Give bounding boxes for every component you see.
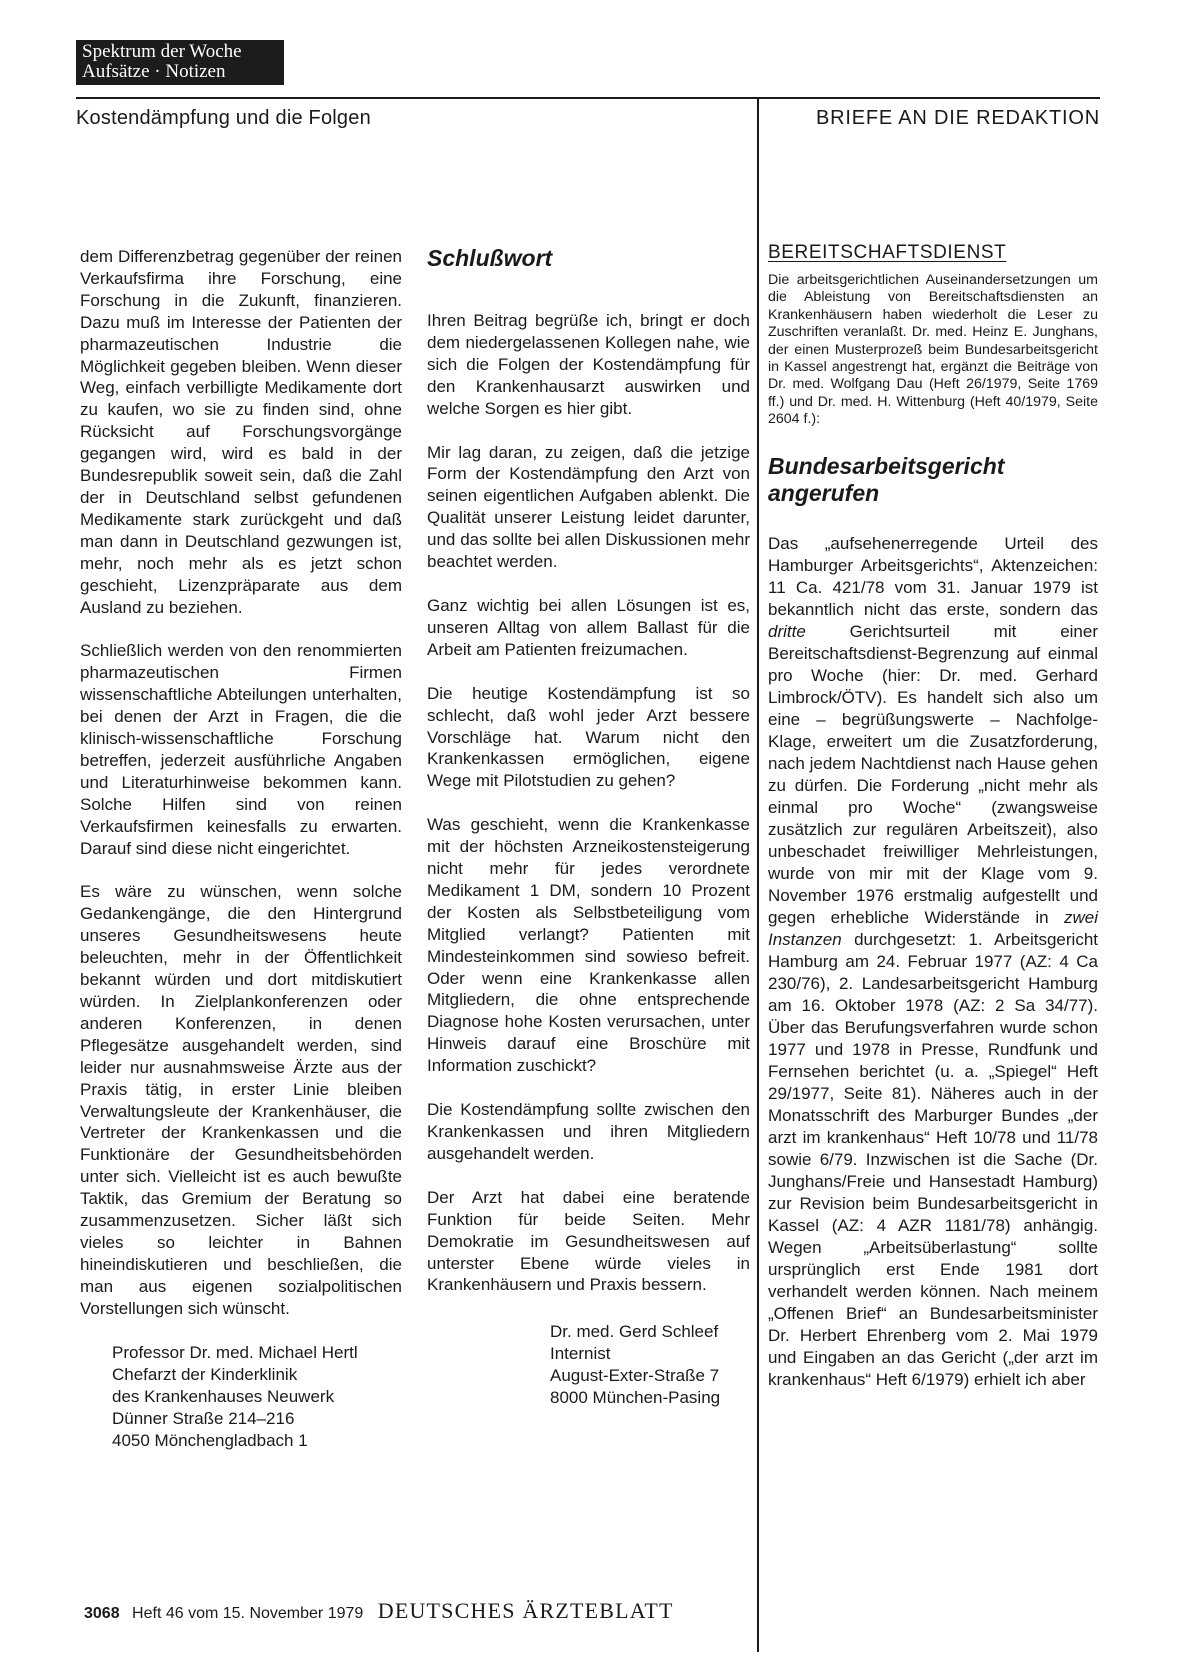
- signature-line: Dünner Straße 214–216: [112, 1408, 295, 1428]
- signature-line: Chefarzt der Kinderklinik: [112, 1364, 298, 1384]
- signature-line: 4050 Mönchengladbach 1: [112, 1430, 308, 1450]
- article-body: [768, 533, 1098, 1391]
- body-text: durchgesetzt: 1. Arbeitsgericht Hamburg am 24. Februar 1977 (AZ: 4 Ca 230/76), 2. Landesarbeitsgericht Hamburg am 16. Oktober 1978 (AZ: 2 Sa 34/77). Über das Berufungsverfahren wurde schon 1977 und 1978 in Presse, Rundfunk und Fernsehen berichtet (u. a. „Spiegel“ Heft 29/1977, Seite 81). Näheres auch in der Monatsschrift des Marburger Bundes „der arzt im krankenhaus“ Heft 10/78 und 11/78 sowie 6/79. Inzwischen ist die Sache (Dr. Junghans/Freie und Hansestadt Hamburg) zur Revision beim Bundesarbeitsgericht in Kassel (AZ: 4 AZR 1181/78) anhängig. Wegen „Arbeitsüberlastung“ sollte ursprünglich erst Ende 1981 dort verhandelt werden können. Nach meinem „Offenen Brief“ an Bundesarbeitsminister Dr. Herbert Ehrenberg vom 2. Mai 1979 und Eingaben an das Gericht („der arzt im krankenhaus“ Heft 6/1979) erhielt ich aber: [768, 929, 1098, 1389]
- col1-paragraph: Schließlich werden von den renommierten pharmazeutischen Firmen wissenschaftliche Abteilungen unterhalten, bei denen der Arzt in Fragen, die die klinisch-wissenschaftliche Forschung betreffen, jederzeit ausführliche Angaben und Literaturhinweise bekommen kann. Solche Hilfen sind von reinen Verkaufsfirmen keinesfalls zu erwarten. Darauf sind diese nicht eingerichtet.: [80, 641, 402, 858]
- body-text: Das „aufsehenerregende Urteil des Hamburger Arbeitsgerichts“, Aktenzeichen: 11 Ca. 421/78 vom 31. Januar 1979 ist bekanntlich nicht das erste, sondern das: [768, 533, 1098, 619]
- section-badge: [76, 40, 284, 85]
- editorial-intro: Die arbeitsgerichtlichen Auseinandersetzungen um die Ableistung von Bereitschaftsdiensten an Krankenhäusern haben wiederholt die Leser zu Zuschriften veranlaßt. Dr. med. Heinz E. Junghans, der einen Musterprozeß beim Bundesarbeitsgericht in Kassel angestrengt hat, ergänzt die Beiträge von Dr. med. Wolfgang Dau (Heft 26/1979, Seite 1769 ff.) und Dr. med. H. Wittenburg (Heft 40/1979, Seite 2604 f.):: [768, 272, 1098, 428]
- body-text: Gerichtsurteil mit einer Bereitschaftsdienst-Begrenzung auf einmal pro Woche (hier: Dr. med. Gerhard Limbrock/ÖTV). Es handelt sich also um eine – begrüßungswerte – Nachfolge-Klage, erweitert um die Zusatzforderung, nach jedem Nachtdienst nach Hause gehen zu dürfen. Die Forderung „nicht mehr als einmal pro Woche“ (zwangsweise zusätzlich zur regulären Arbeitszeit), also unbeschadet freiwilliger Mehrleistungen, wurde von mir mit der Klage vom 9. November 1976 erstmalig aufgestellt und gegen erhebliche Widerstände in: [768, 621, 1098, 927]
- page-number: 3068: [84, 1605, 120, 1622]
- col2-paragraph: Die heutige Kostendämpfung ist so schlecht, daß wohl jeder Arzt bessere Vorschläge hat. Warum nicht den Krankenkassen ermöglichen, eigene Wege mit Pilotstudien zu gehen?: [427, 683, 750, 791]
- page-footer: [84, 1598, 674, 1624]
- author-signature-hertl: [112, 1342, 402, 1452]
- signature-line: Internist: [550, 1344, 611, 1364]
- schlusswort-column: [427, 246, 750, 1409]
- signature-line: 8000 München-Pasing: [550, 1388, 721, 1408]
- col2-paragraph: Der Arzt hat dabei eine beratende Funktion für beide Seiten. Mehr Demokratie im Gesundheitswesen auf unterster Ebene würde vieles in Krankenhäusern und Praxis bessern.: [427, 1187, 750, 1295]
- article-title: [768, 453, 1098, 507]
- column-divider: [757, 99, 759, 1652]
- badge-line-1: Spektrum der Woche: [82, 41, 242, 62]
- header-rule: [76, 97, 1100, 99]
- article-title-line-1: Bundesarbeitsgericht: [768, 452, 1005, 479]
- col1-paragraph: dem Differenzbetrag gegenüber der reinen Verkaufsfirma ihre Forschung, eine Forschung in die Zukunft, finanzieren. Dazu muß im Interesse der Patienten der pharmazeutischen Industrie die Möglichkeit gegeben bleiben. Wenn dieser Weg, einfach verbilligte Medikamente dort zu kaufen, wo sie zu finden sind, ohne Rücksicht auf Forschungsvorgänge gegangen wird, wird es bald in der Bundesrepublik soweit sein, daß die Zahl der in Deutschland selbst gefundenen Medikamente stark zurückgeht und daß man dann in Deutschland gezwungen ist, mehr, noch mehr als es jetzt schon geschieht, Lizenzpräparate aus dem Ausland zu beziehen.: [80, 247, 402, 617]
- running-head-left: Kostendämpfung und die Folgen: [76, 107, 371, 129]
- article-title-line-2: angerufen: [768, 479, 880, 506]
- rubric-heading: BEREITSCHAFTSDIENST: [768, 242, 1007, 263]
- running-head-right: BRIEFE AN DIE REDAKTION: [815, 107, 1100, 129]
- signature-line: August-Exter-Straße 7: [550, 1366, 720, 1386]
- signature-line: des Krankenhauses Neuwerk: [112, 1386, 335, 1406]
- col2-paragraph: Ganz wichtig bei allen Lösungen ist es, unseren Alltag von allem Ballast für die Arbeit am Patienten freizumachen.: [427, 595, 750, 659]
- col1-paragraph: Es wäre zu wünschen, wenn solche Gedankengänge, die den Hintergrund unseres Gesundheitswesens heute beleuchten, mehr in der Öffentlichkeit bekannt würden und dort mitdiskutiert würden. In Zielplankonferenzen oder anderen Konferenzen, in denen Pflegesätze ausgehandelt werden, sind leider nur ausnahmsweise Ärzte aus der Praxis tätig, in erster Linie bleiben Verwaltungsleute der Krankenhäuser, die Vertreter der Krankenkassen und die Funktionäre der Gesundheitsbehörden unter sich. Vielleicht ist es auch bewußte Taktik, das Gremium der Beratung so zusammenzusetzen. Sicher läßt sich vieles so leichter in Bahnen hineindiskutieren und beschließen, die man aus eigenen sozialpolitischen Vorstellungen sich wünscht.: [80, 882, 402, 1318]
- signature-line: Dr. med. Gerd Schleef: [550, 1322, 719, 1342]
- schlusswort-body: [427, 310, 750, 1296]
- schlusswort-title: Schlußwort: [427, 245, 553, 271]
- signature-line: Professor Dr. med. Michael Hertl: [112, 1342, 358, 1362]
- col2-paragraph: Ihren Beitrag begrüße ich, bringt er doch dem niedergelassenen Kollegen nahe, wie sich die Folgen der Kostendämpfung für den Krankenhausarzt auswirken und welche Sorgen es hier gibt.: [427, 311, 750, 418]
- col2-paragraph: Was geschieht, wenn die Krankenkasse mit der höchsten Arzneikostensteigerung nicht mehr für jedes verordnete Medikament 1 DM, sondern 10 Prozent der Kosten als Selbstbeteiligung vom Mitglied verlangt? Patienten mit Mindesteinkommen sind sowieso befreit. Oder wenn eine Krankenkasse allen Mitgliedern, die ohne entsprechende Diagnose hohe Kosten verursachen, unter Hinweis darauf eine Broschüre mit Information zuschickt?: [427, 815, 750, 1076]
- body-emphasis: dritte: [768, 621, 806, 641]
- journal-name: DEUTSCHES ÄRZTEBLATT: [377, 1598, 674, 1623]
- issue-info: Heft 46 vom 15. November 1979: [132, 1605, 364, 1622]
- author-signature-schleef: [550, 1321, 750, 1409]
- badge-line-2: Aufsätze · Notizen: [82, 61, 226, 82]
- col2-paragraph: Mir lag daran, zu zeigen, daß die jetzige Form der Kostendämpfung den Arzt von seinen eigentlichen Aufgaben ablenkt. Die Qualität unserer Leistung leidet darunter, und das sollte bei allen Diskussionen mehr beachtet werden.: [427, 442, 750, 572]
- col2-paragraph: Die Kostendämpfung sollte zwischen den Krankenkassen und ihren Mitgliedern ausgehandelt werden.: [427, 1100, 750, 1163]
- body-emphasis: zwei Instanzen: [768, 907, 1098, 949]
- bereitschaftsdienst-column: [768, 242, 1098, 1413]
- letter-hertl-column: [80, 246, 402, 1452]
